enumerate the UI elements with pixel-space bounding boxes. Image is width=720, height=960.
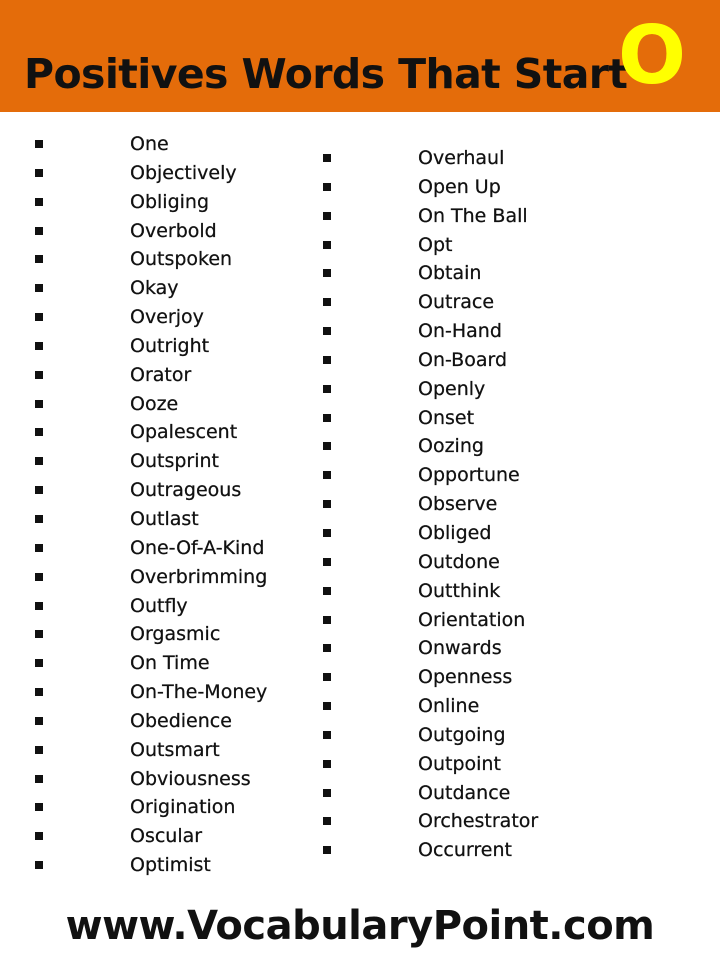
square-bullet-icon xyxy=(35,573,43,581)
word-text: Obviousness xyxy=(130,767,251,790)
list-item xyxy=(320,663,600,692)
list-item xyxy=(32,303,312,332)
square-bullet-icon xyxy=(35,428,43,436)
word-text: Outthink xyxy=(418,579,501,602)
word-text: Outright xyxy=(130,334,210,357)
word-text: Overjoy xyxy=(130,306,204,329)
word-text: Obliging xyxy=(130,190,210,213)
square-bullet-icon xyxy=(323,789,331,797)
list-item xyxy=(32,130,312,159)
square-bullet-icon xyxy=(323,731,331,739)
list-item xyxy=(320,606,600,635)
list-item xyxy=(32,245,312,274)
list-item xyxy=(320,317,600,346)
word-text: Orientation xyxy=(418,608,526,631)
title-letter: O xyxy=(618,9,687,102)
square-bullet-icon xyxy=(323,298,331,306)
word-list-left-column xyxy=(32,130,312,880)
word-text: Online xyxy=(418,695,480,718)
word-text: Openly xyxy=(418,377,486,400)
word-text: Outdone xyxy=(418,550,500,573)
list-item xyxy=(320,173,600,202)
word-text: On-The-Money xyxy=(130,681,268,704)
word-text: Oscular xyxy=(130,825,203,848)
word-text: On-Hand xyxy=(418,320,502,343)
list-item xyxy=(320,692,600,721)
word-text: Overbrimming xyxy=(130,565,268,588)
list-item xyxy=(320,231,600,260)
word-text: On The Ball xyxy=(418,204,528,227)
list-item xyxy=(320,259,600,288)
square-bullet-icon xyxy=(35,630,43,638)
list-item xyxy=(32,592,312,621)
word-text: Outspoken xyxy=(130,248,233,271)
list-item xyxy=(320,288,600,317)
list-item xyxy=(32,361,312,390)
word-text: On Time xyxy=(130,652,210,675)
square-bullet-icon xyxy=(35,169,43,177)
word-text: Onset xyxy=(418,406,475,429)
list-item xyxy=(320,202,600,231)
word-text: Observe xyxy=(418,493,498,516)
word-text: Opt xyxy=(418,233,453,256)
square-bullet-icon xyxy=(323,269,331,277)
word-text: Overhaul xyxy=(418,147,505,169)
word-text: Okay xyxy=(130,277,179,300)
list-item xyxy=(32,563,312,592)
square-bullet-icon xyxy=(323,154,331,162)
square-bullet-icon xyxy=(323,414,331,422)
list-item xyxy=(32,534,312,563)
list-item xyxy=(320,721,600,750)
list-item xyxy=(32,332,312,361)
square-bullet-icon xyxy=(323,616,331,624)
word-text: Orgasmic xyxy=(130,623,221,646)
list-item xyxy=(32,851,312,880)
square-bullet-icon xyxy=(323,760,331,768)
list-item xyxy=(320,144,600,173)
square-bullet-icon xyxy=(323,644,331,652)
square-bullet-icon xyxy=(35,227,43,235)
square-bullet-icon xyxy=(35,140,43,148)
square-bullet-icon xyxy=(323,212,331,220)
list-item xyxy=(320,577,600,606)
word-text: Orator xyxy=(130,363,192,386)
word-text: Outrageous xyxy=(130,479,242,502)
list-item xyxy=(320,548,600,577)
square-bullet-icon xyxy=(35,717,43,725)
square-bullet-icon xyxy=(35,371,43,379)
word-text: Outlast xyxy=(130,507,199,530)
word-text: Optimist xyxy=(130,854,211,877)
square-bullet-icon xyxy=(35,688,43,696)
square-bullet-icon xyxy=(323,673,331,681)
list-item xyxy=(32,707,312,736)
square-bullet-icon xyxy=(35,832,43,840)
word-text: Ooze xyxy=(130,392,179,415)
list-item xyxy=(32,159,312,188)
square-bullet-icon xyxy=(323,558,331,566)
word-text: Outgoing xyxy=(418,723,506,746)
website-url: www.VocabularyPoint.com xyxy=(65,903,655,949)
square-bullet-icon xyxy=(323,385,331,393)
list-item xyxy=(320,807,600,836)
list-item xyxy=(32,418,312,447)
word-text: Openness xyxy=(418,666,513,689)
square-bullet-icon xyxy=(323,327,331,335)
list-item xyxy=(32,765,312,794)
square-bullet-icon xyxy=(35,284,43,292)
word-text: Opportune xyxy=(418,464,520,487)
word-text: Origination xyxy=(130,796,236,819)
word-text: Onwards xyxy=(418,637,502,660)
word-text: Orchestrator xyxy=(418,810,539,833)
list-item xyxy=(320,836,600,865)
word-text: Obliged xyxy=(418,521,492,544)
list-item xyxy=(320,490,600,519)
list-item xyxy=(32,793,312,822)
list-item xyxy=(320,375,600,404)
square-bullet-icon xyxy=(35,659,43,667)
word-text: Opalescent xyxy=(130,421,238,444)
list-item xyxy=(32,188,312,217)
square-bullet-icon xyxy=(323,500,331,508)
list-item xyxy=(320,461,600,490)
square-bullet-icon xyxy=(323,183,331,191)
square-bullet-icon xyxy=(323,529,331,537)
word-text: One xyxy=(130,133,169,155)
square-bullet-icon xyxy=(35,255,43,263)
word-text: Obedience xyxy=(130,709,232,732)
list-item xyxy=(32,274,312,303)
word-text: Overbold xyxy=(130,219,217,242)
square-bullet-icon xyxy=(35,486,43,494)
word-text: Objectively xyxy=(130,161,237,184)
square-bullet-icon xyxy=(35,544,43,552)
word-text: Obtain xyxy=(418,262,482,285)
list-item xyxy=(32,505,312,534)
square-bullet-icon xyxy=(323,241,331,249)
header-banner xyxy=(0,0,720,112)
square-bullet-icon xyxy=(323,442,331,450)
word-text: Occurrent xyxy=(418,839,512,862)
list-item xyxy=(320,519,600,548)
word-text: Outfly xyxy=(130,594,188,617)
word-text: On-Board xyxy=(418,348,508,371)
word-text: Open Up xyxy=(418,175,501,198)
list-item xyxy=(32,736,312,765)
word-text: Oozing xyxy=(418,435,484,458)
square-bullet-icon xyxy=(35,198,43,206)
square-bullet-icon xyxy=(35,342,43,350)
square-bullet-icon xyxy=(35,515,43,523)
list-item xyxy=(32,447,312,476)
square-bullet-icon xyxy=(323,702,331,710)
list-item xyxy=(320,404,600,433)
page-title: Positives Words That Start xyxy=(24,50,628,98)
word-text: Outpoint xyxy=(418,752,501,775)
list-item xyxy=(32,476,312,505)
word-text: Outrace xyxy=(418,291,495,314)
square-bullet-icon xyxy=(35,313,43,321)
square-bullet-icon xyxy=(323,587,331,595)
list-item xyxy=(32,649,312,678)
list-item xyxy=(320,346,600,375)
word-text: Outdance xyxy=(418,781,511,804)
list-item xyxy=(32,620,312,649)
list-item xyxy=(32,822,312,851)
square-bullet-icon xyxy=(35,457,43,465)
square-bullet-icon xyxy=(323,846,331,854)
square-bullet-icon xyxy=(35,400,43,408)
square-bullet-icon xyxy=(323,471,331,479)
square-bullet-icon xyxy=(35,746,43,754)
square-bullet-icon xyxy=(35,602,43,610)
square-bullet-icon xyxy=(323,817,331,825)
square-bullet-icon xyxy=(35,775,43,783)
word-text: Outsprint xyxy=(130,450,219,473)
list-item xyxy=(320,779,600,808)
square-bullet-icon xyxy=(35,803,43,811)
word-text: One-Of-A-Kind xyxy=(130,536,265,559)
list-item xyxy=(32,390,312,419)
list-item xyxy=(32,217,312,246)
word-list-right-column xyxy=(320,144,600,865)
word-text: Outsmart xyxy=(130,738,220,761)
square-bullet-icon xyxy=(35,861,43,869)
list-item xyxy=(320,432,600,461)
square-bullet-icon xyxy=(323,356,331,364)
list-item xyxy=(32,678,312,707)
list-item xyxy=(320,634,600,663)
list-item xyxy=(320,750,600,779)
